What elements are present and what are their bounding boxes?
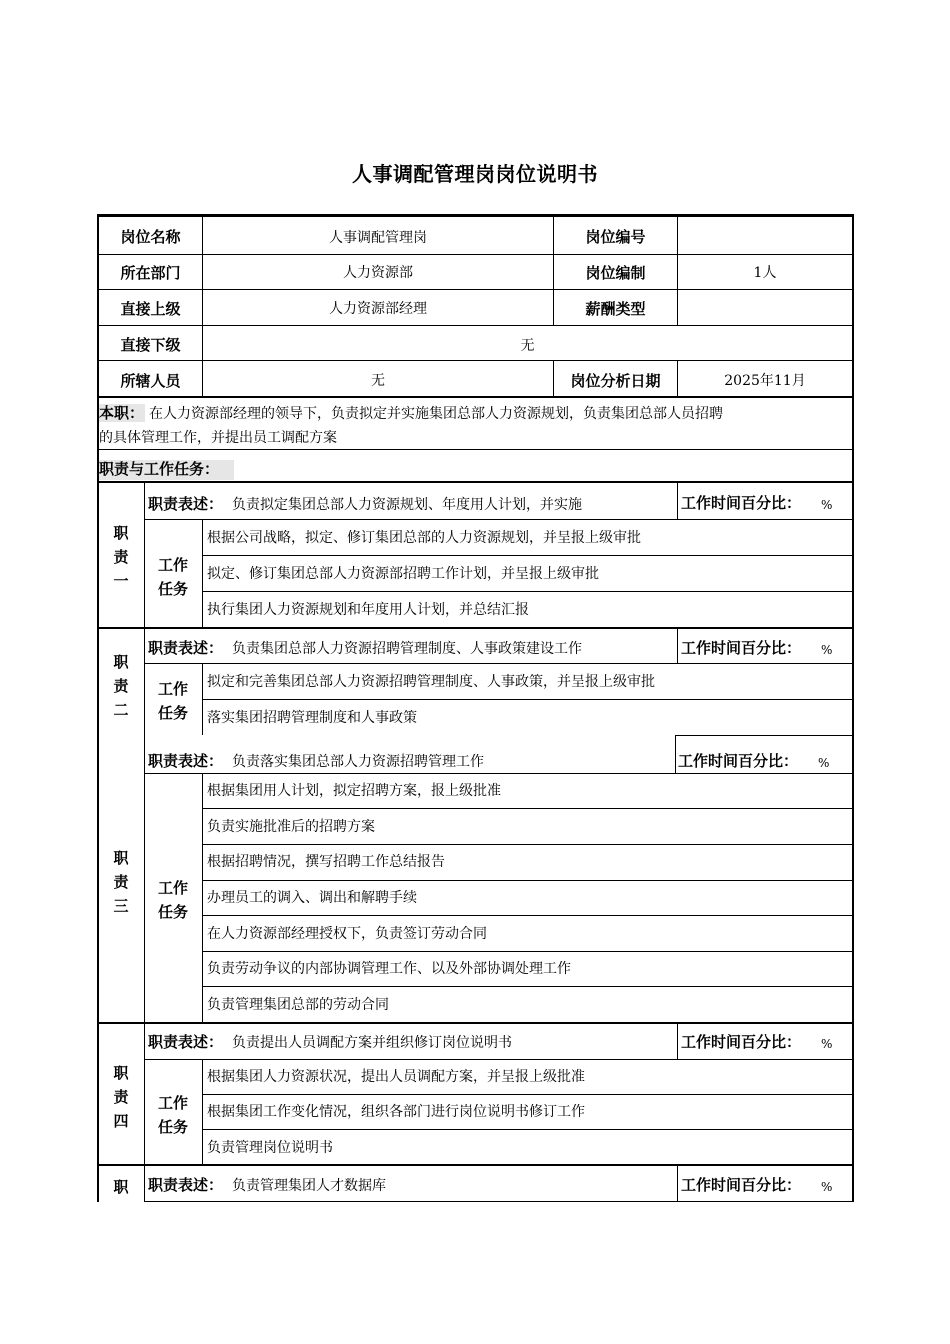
- mission-label: 本职：: [99, 404, 145, 422]
- task-item: 在人力资源部经理授权下，负责签订劳动合同: [207, 926, 487, 942]
- task-item: 根据集团用人计划，拟定招聘方案，报上级批准: [207, 783, 501, 799]
- time-percent-label: 工作时间百分比：: [681, 639, 802, 657]
- time-percent-label: 工作时间百分比：: [681, 1033, 802, 1051]
- task-item: 负责劳动争议的内部协调管理工作、以及外部协调处理工作: [207, 961, 571, 977]
- task-item: 根据集团人力资源状况，提出人员调配方案，并呈报上级批准: [207, 1069, 585, 1085]
- label-superior: 直接上级: [120, 300, 181, 318]
- duty-desc-4: 负责提出人员调配方案并组织修订岗位说明书: [232, 1035, 512, 1051]
- time-percent-value: %: [821, 643, 833, 657]
- time-percent-label: 工作时间百分比：: [678, 752, 799, 770]
- duty-desc-3: 负责落实集团总部人力资源招聘管理工作: [232, 754, 484, 770]
- label-analysis-date: 岗位分析日期: [570, 372, 661, 390]
- page-title: 人事调配管理岗岗位说明书: [352, 162, 598, 186]
- value-department: 人力资源部: [343, 265, 413, 281]
- task-label: 工作 任务: [157, 1094, 188, 1136]
- duty-label-1: 职 责 一: [113, 524, 129, 590]
- label-salary-type: 薪酬类型: [585, 300, 646, 318]
- time-percent-value: %: [821, 1037, 833, 1051]
- duty-label-4: 职 责 四: [113, 1064, 129, 1130]
- value-headcount: 1人: [753, 265, 777, 281]
- mission-text-line1: 在人力资源部经理的领导下，负责拟定并实施集团总部人力资源规划，负责集团总部人员招聘: [149, 406, 723, 422]
- label-managed-staff: 所辖人员: [120, 372, 181, 390]
- value-superior: 人力资源部经理: [329, 301, 427, 317]
- duty-desc-5: 负责管理集团人才数据库: [232, 1178, 386, 1194]
- task-item: 负责管理岗位说明书: [207, 1140, 333, 1156]
- time-percent-label: 工作时间百分比：: [681, 1176, 802, 1194]
- duty-desc-label: 职责表述：: [148, 1033, 224, 1051]
- duty-desc-1: 负责拟定集团总部人力资源规划、年度用人计划，并实施: [232, 497, 582, 513]
- task-item: 负责管理集团总部的劳动合同: [207, 997, 389, 1013]
- duties-heading: 职责与工作任务：: [99, 460, 220, 478]
- task-item: 拟定和完善集团总部人力资源招聘管理制度、人事政策，并呈报上级审批: [207, 674, 655, 690]
- time-percent-value: %: [821, 498, 833, 512]
- time-percent-label: 工作时间百分比：: [681, 494, 802, 512]
- duty-label-5: 职: [113, 1178, 129, 1196]
- duty-desc-label: 职责表述：: [148, 1176, 224, 1194]
- mission-text-line2: 的具体管理工作，并提出员工调配方案: [99, 430, 337, 446]
- duty-desc-label: 职责表述：: [148, 752, 224, 770]
- label-position-name: 岗位名称: [120, 228, 181, 246]
- label-department: 所在部门: [120, 264, 181, 282]
- value-position-name: 人事调配管理岗: [329, 230, 427, 246]
- task-item: 根据招聘情况，撰写招聘工作总结报告: [207, 854, 445, 870]
- duty-label-3: 职 责 三: [113, 849, 129, 915]
- value-analysis-date: 2025年11月: [724, 373, 806, 389]
- task-item: 办理员工的调入、调出和解聘手续: [207, 890, 417, 906]
- task-label: 工作 任务: [157, 879, 188, 921]
- task-item: 拟定、修订集团总部人力资源部招聘工作计划，并呈报上级审批: [207, 566, 599, 582]
- task-label: 工作 任务: [157, 556, 188, 598]
- task-item: 根据公司战略，拟定、修订集团总部的人力资源规划，并呈报上级审批: [207, 530, 641, 546]
- task-item: 执行集团人力资源规划和年度用人计划，并总结汇报: [207, 602, 529, 618]
- task-label: 工作 任务: [157, 680, 188, 722]
- time-percent-value: %: [818, 756, 830, 770]
- label-position-code: 岗位编号: [585, 228, 646, 246]
- task-item: 负责实施批准后的招聘方案: [207, 819, 375, 835]
- label-subordinate: 直接下级: [120, 336, 181, 354]
- task-item: 根据集团工作变化情况，组织各部门进行岗位说明书修订工作: [207, 1104, 585, 1120]
- duty-label-2: 职 责 二: [113, 653, 129, 719]
- time-percent-value: %: [821, 1180, 833, 1194]
- label-headcount: 岗位编制: [585, 264, 646, 282]
- value-subordinate: 无: [520, 338, 535, 354]
- task-item: 落实集团招聘管理制度和人事政策: [207, 710, 417, 726]
- duty-desc-2: 负责集团总部人力资源招聘管理制度、人事政策建设工作: [232, 641, 582, 657]
- duty-desc-label: 职责表述：: [148, 639, 224, 657]
- value-managed-staff: 无: [371, 373, 385, 389]
- duty-desc-label: 职责表述：: [148, 495, 224, 513]
